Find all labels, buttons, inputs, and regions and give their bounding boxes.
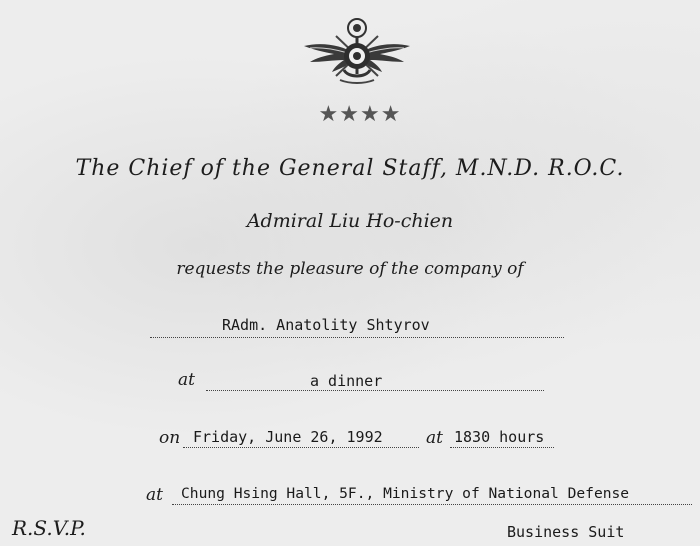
at-venue-label: at <box>146 485 163 505</box>
rsvp: R.S.V.P. <box>12 516 86 540</box>
rank-stars: ★★★★ <box>318 102 402 127</box>
event-name: a dinner <box>310 372 383 390</box>
request-text: requests the pleasure of the company of <box>176 259 524 279</box>
host-name: Admiral Liu Ho-chien <box>246 210 454 232</box>
time-underline <box>450 447 554 448</box>
event-underline <box>206 390 544 391</box>
dress-code: Business Suit <box>507 523 625 541</box>
date-underline <box>183 447 419 448</box>
on-label: on <box>159 428 181 448</box>
event-time: 1830 hours <box>454 428 545 446</box>
at-label: at <box>178 370 195 390</box>
guest-underline <box>150 337 564 338</box>
guest-name: RAdm. Anatolity Shtyrov <box>222 316 430 334</box>
at-time-label: at <box>426 428 443 448</box>
venue-underline <box>172 504 692 505</box>
military-emblem-icon <box>300 14 414 88</box>
host-title: The Chief of the General Staff, M.N.D. R.O.C. <box>75 156 625 181</box>
event-date: Friday, June 26, 1992 <box>193 428 383 446</box>
event-venue: Chung Hsing Hall, 5F., Ministry of National Defense <box>181 485 630 502</box>
